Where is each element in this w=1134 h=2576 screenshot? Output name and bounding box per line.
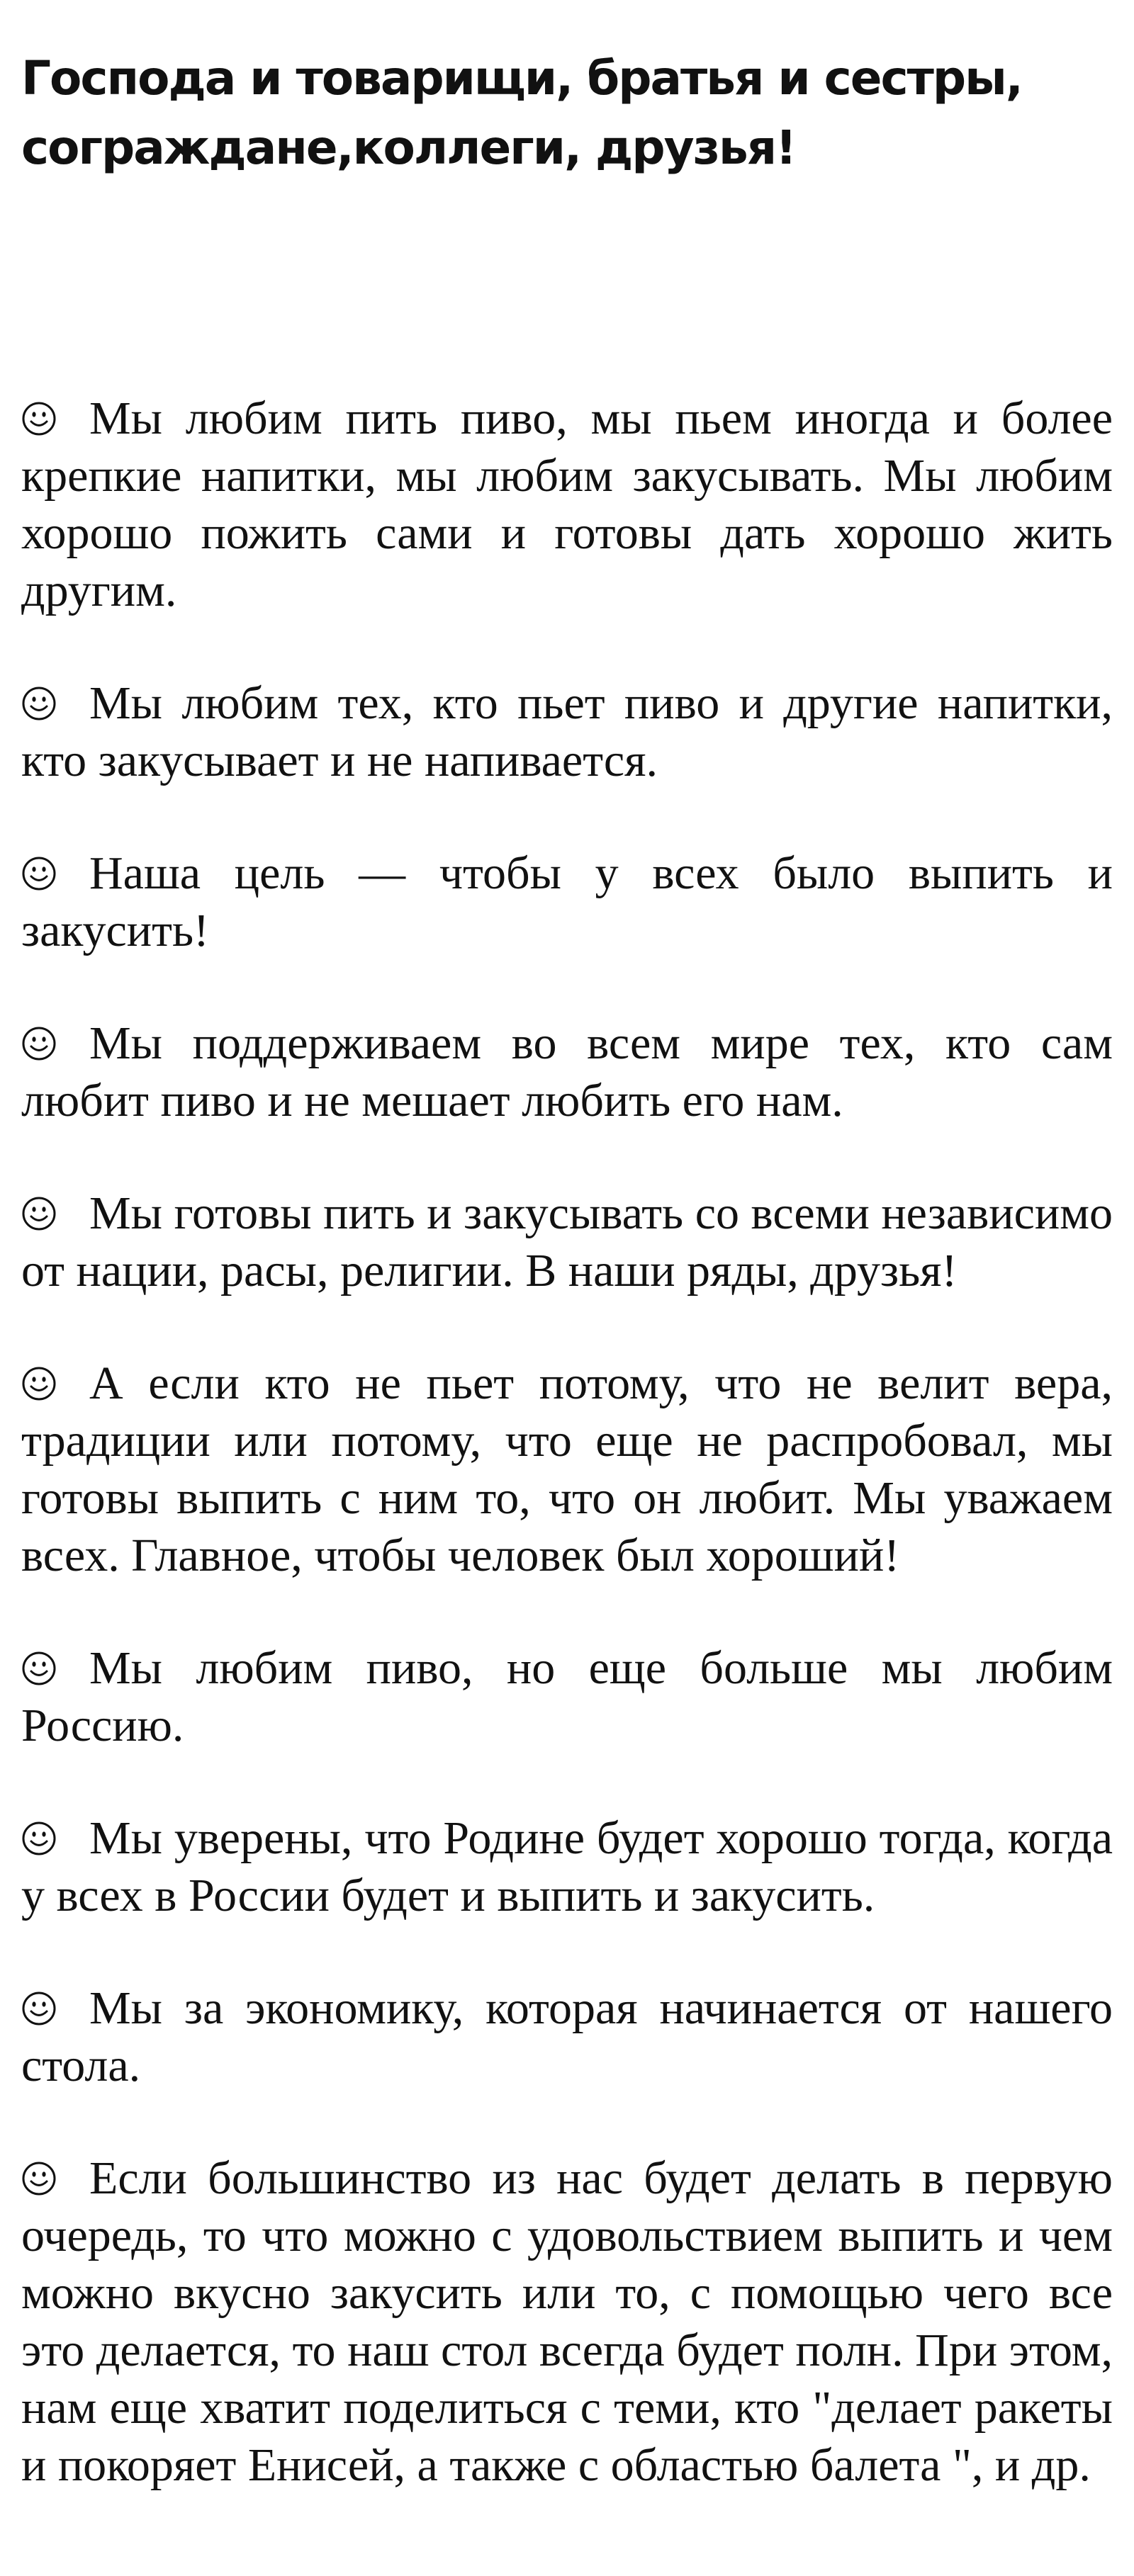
manifesto-item [21,390,1113,619]
smiley-face-icon [21,1366,57,1401]
manifesto-item-text: Наша цель — чтобы у всех было выпить и закусить! [21,847,1113,956]
manifesto-item [21,1979,1113,2094]
manifesto-item [21,1015,1113,1129]
manifesto-item [21,2150,1113,2494]
manifesto-item-text: А если кто не пьет потому, что не велит вера, традиции или потому, что еще не распробовал, мы готовы выпить с ним то, что он любит. Мы уважаем всех. Главное, чтобы человек был хороший! [21,1357,1113,1581]
manifesto-item [21,1355,1113,1584]
smiley-face-icon [21,1821,57,1856]
smiley-face-icon [21,856,57,891]
manifesto-item-text: Мы любим тех, кто пьет пиво и другие напитки, кто закусывает и не напивается. [21,677,1113,786]
smiley-face-icon [21,686,57,721]
smiley-face-icon [21,1196,57,1231]
manifesto-item [21,844,1113,959]
manifesto-item-text: Если большинство из нас будет делать в первую очередь, то что можно с удовольствием выпить и чем можно вкусно закусить или то, с помощью чего все это делается, то наш стол всегда будет полн. При этом, нам еще хватит поделиться с теми, кто "делает ракеты и покоряет Енисей, а также с областью балета ", и др. [21,2152,1113,2491]
manifesto-item [21,674,1113,789]
manifesto-item-text: Мы любим пить пиво, мы пьем иногда и более крепкие напитки, мы любим закусывать. Мы любим хорошо пожить сами и готовы дать хорошо жить другим. [21,392,1113,616]
manifesto-item-text: Мы любим пиво, но еще больше мы любим Россию. [21,1642,1113,1751]
manifesto-item [21,1809,1113,1924]
manifesto-item-text: Мы готовы пить и закусывать со всеми независимо от нации, расы, религии. В наши ряды, друзья! [21,1187,1113,1297]
manifesto-item-text: Мы уверены, что Родине будет хорошо тогда, когда у всех в России будет и выпить и закусить. [21,1812,1113,1921]
smiley-face-icon [21,401,57,436]
manifesto-list [21,390,1113,2494]
smiley-face-icon [21,1651,57,1686]
page-heading: Господа и товарищи, братья и сестры, сограждане,коллеги, друзья! [21,51,1022,175]
smiley-face-icon [21,2161,57,2196]
manifesto-item-text: Мы поддерживаем во всем мире тех, кто сам любит пиво и не мешает любить его нам. [21,1017,1113,1126]
manifesto-item [21,1639,1113,1754]
manifesto-item-text: Мы за экономику, которая начинается от нашего стола. [21,1982,1113,2091]
smiley-face-icon [21,1026,57,1061]
smiley-face-icon [21,1991,57,2026]
manifesto-item [21,1185,1113,1299]
